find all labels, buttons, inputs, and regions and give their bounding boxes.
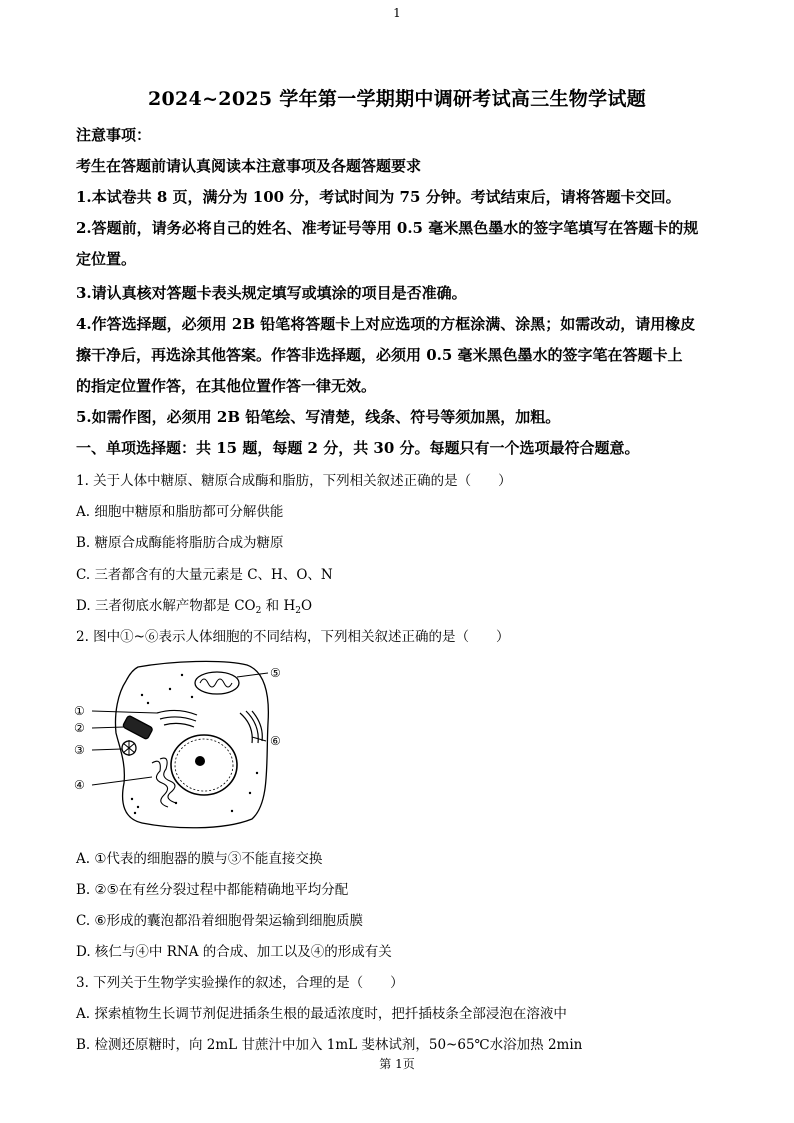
label-6: ⑥	[270, 734, 281, 748]
notice-item-5: 5.如需作图，必须用 2B 铅笔绘、写清楚，线条、符号等须加黑，加粗。	[76, 408, 561, 426]
q2-option-b: B. ②⑤在有丝分裂过程中都能精确地平均分配	[76, 882, 349, 898]
notice-item-4-cont2: 的指定位置作答，在其他位置作答一律无效。	[76, 377, 377, 395]
notice-item-4: 4.作答选择题，必须用 2B 铅笔将答题卡上对应选项的方框涂满、涂黑；如需改动，请用橡皮	[76, 315, 696, 333]
notice-item-2: 2.答题前，请务必将自己的姓名、准考证号等用 0.5 毫米黑色墨水的签字笔填写在答题卡的规	[76, 219, 699, 237]
q2-option-a: A. ①代表的细胞器的膜与③不能直接交换	[76, 851, 323, 867]
notice-intro: 考生在答题前请认真阅读本注意事项及各题答题要求	[76, 157, 422, 175]
label-1: ①	[74, 704, 85, 718]
golgi-right	[240, 711, 262, 743]
mitochondrion	[195, 672, 239, 694]
notice-item-1: 1.本试卷共 8 页，满分为 100 分，考试时间为 75 分钟。考试结束后，请将答题卡交回。	[76, 188, 681, 206]
q2-stem: 2. 图中①~⑥表示人体细胞的不同结构，下列相关叙述正确的是（ ）	[76, 629, 510, 645]
q2-option-d: D. 核仁与④中 RNA 的合成、加工以及④的形成有关	[76, 944, 392, 960]
label-4: ④	[74, 778, 85, 792]
q2-option-c: C. ⑥形成的囊泡都沿着细胞骨架运输到细胞质膜	[76, 913, 364, 929]
notice-heading: 注意事项：	[76, 126, 152, 144]
q1-option-d: D. 三者彻底水解产物都是 $CO_2$ 和 $H_2O$	[76, 598, 313, 616]
notice-item-3: 3.请认真核对答题卡表头规定填写或填涂的项目是否准确。	[76, 284, 467, 302]
q3-option-a: A. 探索植物生长调节剂促进插条生根的最适浓度时，把扦插枝条全部浸泡在溶液中	[76, 1006, 567, 1022]
cell-diagram	[72, 653, 302, 833]
q1-option-b: B. 糖原合成酶能将脂肪合成为糖原	[76, 535, 284, 551]
nucleus	[171, 735, 237, 795]
notice-item-4-cont1: 擦干净后，再选涂其他答案。作答非选择题，必须用 0.5 毫米黑色墨水的签字笔在答题卡上	[76, 346, 683, 364]
label-2: ②	[74, 721, 85, 735]
label-5: ⑤	[270, 666, 281, 680]
notice-item-2-cont: 定位置。	[76, 250, 137, 268]
cell-membrane	[115, 661, 268, 827]
section-heading: 一、单项选择题：共 15 题，每题 2 分，共 30 分。每题只有一个选项最符合题意。	[76, 439, 640, 457]
golgi	[157, 710, 197, 727]
endoplasmic-reticulum	[152, 758, 176, 807]
page-title: 2024~2025 学年第一学期期中调研考试高三生物学试题	[148, 88, 646, 110]
q1-stem: 1. 关于人体中糖原、糖原合成酶和脂肪，下列相关叙述正确的是（ ）	[76, 473, 512, 489]
nucleolus	[195, 756, 205, 766]
q3-option-b: B. 检测还原糖时，向 2mL 甘蔗汁中加入 1mL 斐林试剂，50~65℃水浴加热 2min	[76, 1037, 583, 1053]
q1-option-a: A. 细胞中糖原和脂肪都可分解供能	[76, 504, 284, 520]
page-number-top: 1	[393, 6, 401, 20]
q3-stem: 3. 下列关于生物学实验操作的叙述，合理的是（ ）	[76, 975, 404, 991]
q1-option-c: C. 三者都含有的大量元素是 C、H、O、N	[76, 567, 333, 583]
page-footer: 第 1页	[379, 1057, 415, 1071]
label-3: ③	[74, 743, 85, 757]
centriole	[122, 715, 153, 740]
nuclear-envelope-inner	[175, 739, 233, 791]
